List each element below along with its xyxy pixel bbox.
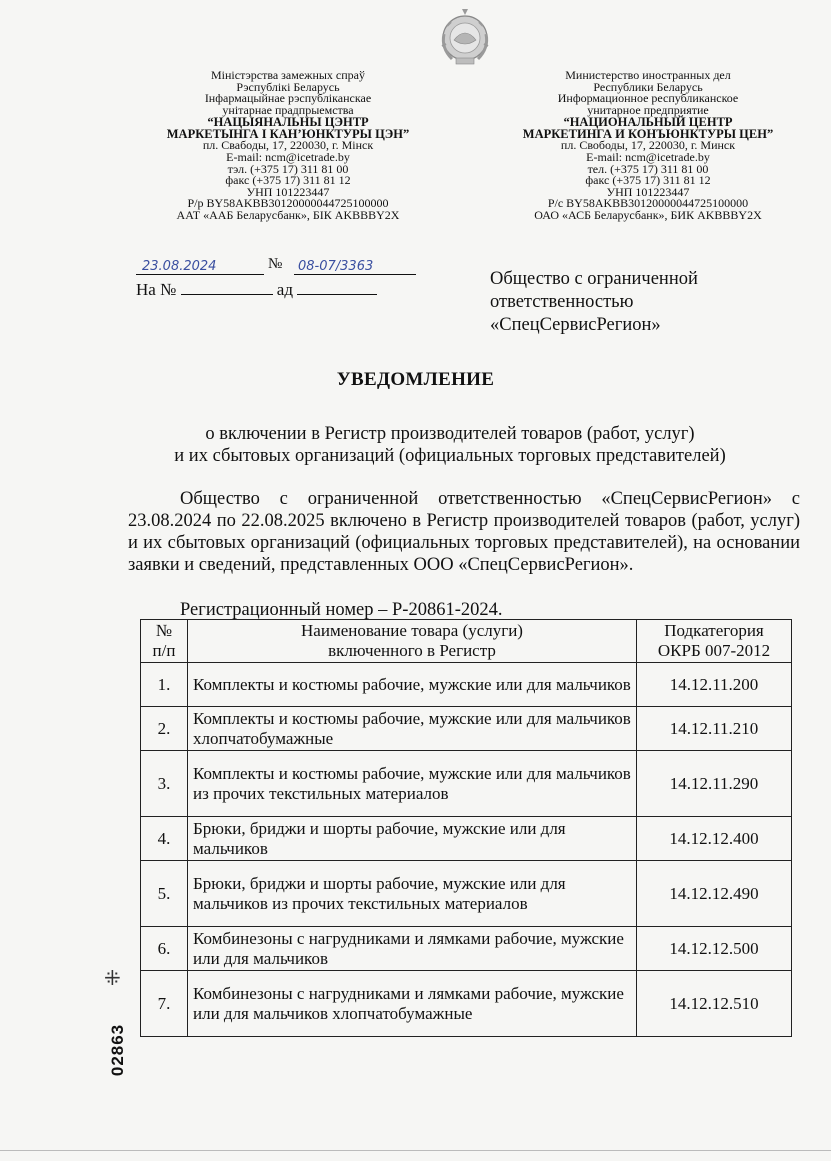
- row-goods-name: Комплекты и костюмы рабочие, мужские или для мальчиков из прочих текстильных материалов: [188, 751, 637, 817]
- row-number: 4.: [141, 817, 188, 861]
- reply-date-blank: [297, 280, 377, 295]
- outgoing-number: 08-07/3363: [294, 259, 416, 275]
- row-okrb-code: 14.12.12.400: [637, 817, 792, 861]
- outgoing-date: 23.08.2024: [136, 259, 264, 275]
- header-text: Наименование товара (услуги): [301, 621, 523, 640]
- row-okrb-code: 14.12.11.200: [637, 663, 792, 707]
- document-title: УВЕДОМЛЕНИЕ: [336, 369, 495, 390]
- row-goods-name: Комбинезоны с нагрудниками и лямками рабочие, мужские или для мальчиков хлопчатобумажные: [188, 971, 637, 1037]
- row-number: 5.: [141, 861, 188, 927]
- registration-number: Регистрационный номер – Р-20861-2024.: [180, 600, 503, 620]
- reply-reference-line: [136, 280, 416, 300]
- bank-name: ОАО «АСБ Беларусбанк», БИК AKBBBY2X: [534, 207, 762, 222]
- address: пл. Свободы, 17, 220030, г. Минск: [560, 138, 736, 153]
- table-row: [141, 927, 792, 971]
- fax: факс (+375 17) 311 81 12: [225, 173, 351, 188]
- table-row: [141, 751, 792, 817]
- header-text: включенного в Регистр: [328, 641, 496, 660]
- reply-from-label: ад: [276, 280, 293, 299]
- unp: УНП 101223447: [246, 184, 330, 199]
- notice-body: [128, 488, 800, 576]
- header-text: п/п: [152, 641, 176, 660]
- row-number: 6.: [141, 927, 188, 971]
- addressee-line: ответственностью: [490, 292, 634, 312]
- email: E-mail: ncm@icetrade.by: [226, 149, 350, 164]
- enterprise-type: унітарнае прадпрыемства: [222, 102, 354, 117]
- subtitle-line: и их сбытовых организаций (официальных торговых представителей): [174, 446, 726, 466]
- subtitle-line: о включении в Регистр производителей товаров (работ, услуг): [205, 424, 695, 444]
- addressee-line: «СпецСервисРегион»: [490, 315, 661, 335]
- phone: тэл. (+375 17) 311 81 00: [227, 161, 349, 176]
- document-subtitle: [100, 423, 800, 467]
- row-goods-name: Комплекты и костюмы рабочие, мужские или для мальчиков хлопчатобумажные: [188, 707, 637, 751]
- header-right-russian: [488, 70, 808, 222]
- state-emblem-icon: [432, 4, 498, 70]
- table-row: [141, 971, 792, 1037]
- registered-goods-table: [140, 619, 792, 1037]
- table-header-row: [141, 620, 792, 663]
- header-text: №: [155, 621, 173, 640]
- enterprise-type: Информационное республиканское: [557, 91, 739, 106]
- bank-account: Р/с BY58AKBB30120000044725100000: [547, 196, 749, 211]
- organization-name: МАРКЕТИНГА И КОНЪЮНКТУРЫ ЦЕН”: [522, 127, 774, 142]
- enterprise-type: унитарное предприятие: [587, 102, 709, 117]
- outgoing-registration-line: [136, 256, 416, 278]
- unp: УНП 101223447: [606, 184, 690, 199]
- organization-name: “НАЦИОНАЛЬНЫЙ ЦЕНТР: [563, 115, 733, 130]
- header-text: Подкатегория: [664, 621, 764, 640]
- form-serial-number: 02863: [108, 1023, 127, 1077]
- column-header-code: [637, 620, 792, 663]
- enterprise-type: Інфармацыйнае рэспубліканскае: [204, 91, 372, 106]
- row-okrb-code: 14.12.11.210: [637, 707, 792, 751]
- number-label: №: [268, 256, 283, 272]
- table-row: [141, 663, 792, 707]
- header-left-belarusian: [128, 70, 448, 222]
- row-okrb-code: 14.12.12.500: [637, 927, 792, 971]
- address: пл. Свабоды, 17, 220030, г. Мінск: [202, 138, 374, 153]
- fax: факс (+375 17) 311 81 12: [585, 173, 711, 188]
- reply-label: На №: [136, 280, 177, 299]
- table-row: [141, 817, 792, 861]
- row-goods-name: Брюки, бриджи и шорты рабочие, мужские или для мальчиков из прочих текстильных материалов: [188, 861, 637, 927]
- bank-account: Р/р BY58AKBB30120000044725100000: [187, 196, 389, 211]
- addressee-line: Общество с ограниченной: [490, 269, 698, 289]
- country-name: Рэспублікі Беларусь: [236, 79, 340, 94]
- row-goods-name: Брюки, бриджи и шорты рабочие, мужские или для мальчиков: [188, 817, 637, 861]
- row-okrb-code: 14.12.11.290: [637, 751, 792, 817]
- country-name: Республики Беларусь: [593, 79, 703, 94]
- header-text: ОКРБ 007-2012: [657, 641, 771, 660]
- margin-mark: ⁜: [104, 966, 121, 990]
- addressee: [490, 268, 790, 337]
- ministry-name: Министерство иностранных дел: [565, 68, 731, 82]
- email: E-mail: ncm@icetrade.by: [586, 149, 710, 164]
- column-header-number: [141, 620, 188, 663]
- row-goods-name: Комплекты и костюмы рабочие, мужские или для мальчиков: [188, 663, 637, 707]
- organization-name: “НАЦЫЯНАЛЬНЫ ЦЭНТР: [207, 115, 369, 130]
- ministry-name: Міністэрства замежных спраў: [210, 68, 366, 82]
- row-okrb-code: 14.12.12.510: [637, 971, 792, 1037]
- row-number: 2.: [141, 707, 188, 751]
- row-goods-name: Комбинезоны с нагрудниками и лямками рабочие, мужские или для мальчиков: [188, 927, 637, 971]
- reply-number-blank: [181, 280, 273, 295]
- row-number: 3.: [141, 751, 188, 817]
- notice-paragraph: Общество с ограниченной ответственностью «СпецСервисРегион» с 23.08.2024 по 22.08.2025 включено в Регистр производителей товаров (работ, услуг) и их сбытовых организаций (официальных торговых представителей), на основании заявки и сведений, представленных ООО «СпецСервисРегион».: [128, 489, 800, 575]
- row-number: 7.: [141, 971, 188, 1037]
- organization-name: МАРКЕТЫНГА І КАН’ЮНКТУРЫ ЦЭН”: [166, 127, 410, 142]
- phone: тел. (+375 17) 311 81 00: [587, 161, 709, 176]
- table-row: [141, 707, 792, 751]
- row-okrb-code: 14.12.12.490: [637, 861, 792, 927]
- bank-name: ААТ «ААБ Беларусбанк», БІК AKBBBY2X: [176, 207, 400, 222]
- column-header-name: [188, 620, 637, 663]
- table-row: [141, 861, 792, 927]
- page-bottom-edge: [0, 1150, 831, 1151]
- row-number: 1.: [141, 663, 188, 707]
